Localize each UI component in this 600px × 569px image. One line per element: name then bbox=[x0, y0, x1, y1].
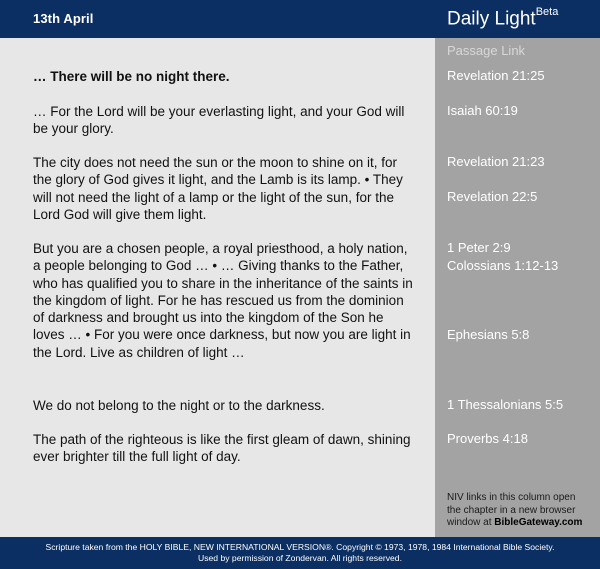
ref-link-1-thessalonians-5-5[interactable]: 1 Thessalonians 5:5 bbox=[447, 397, 564, 412]
beta-badge: Beta bbox=[535, 6, 559, 18]
passage-link-heading: Passage Link bbox=[447, 43, 526, 58]
niv-links-note bbox=[447, 492, 592, 530]
passage-text-4: But you are a chosen people, a royal priesthood, a holy nation, a people belonging to God … • … Giving thanks to the Father, who has qualified you to share in the inheritance of the saints in the kingdom of light. For he has rescued us from the dominion of darkness and brought us into the kingdom of the Son he loves … • For you were once darkness, but now you are light in the Lord. Live as children of light … bbox=[33, 241, 413, 360]
header-bar bbox=[0, 0, 600, 38]
copyright-footer bbox=[0, 537, 600, 569]
passage-text-6: The path of the righteous is like the first gleam of dawn, shining ever brighter till the full light of day. bbox=[33, 432, 411, 465]
ref-link-colossians-1-12-13[interactable]: Colossians 1:12-13 bbox=[447, 258, 559, 273]
ref-link-revelation-22-5[interactable]: Revelation 22:5 bbox=[447, 189, 538, 204]
niv-note-text: NIV links in this column open the chapter in a new browser window at bbox=[447, 492, 576, 529]
passage-text-2: … For the Lord will be your everlasting light, and your God will be your glory. bbox=[33, 104, 405, 137]
app-title bbox=[447, 8, 558, 30]
passage-text-5: We do not belong to the night or to the darkness. bbox=[33, 398, 325, 413]
ref-link-ephesians-5-8[interactable]: Ephesians 5:8 bbox=[447, 327, 530, 342]
copyright-line-1: Scripture taken from the HOLY BIBLE, NEW INTERNATIONAL VERSION®. Copyright © 1973, 1978, 1984 International Bible Society. bbox=[45, 542, 555, 552]
date-label: 13th April bbox=[33, 11, 94, 26]
passage-text-3: The city does not need the sun or the moon to shine on it, for the glory of God gives it light, and the Lamb is its lamp. • They will not need the light of a lamp or the light of the sun, for the Lord God will give them light. bbox=[33, 155, 403, 222]
ref-link-1-peter-2-9[interactable]: 1 Peter 2:9 bbox=[447, 240, 511, 255]
copyright-line-2: Used by permission of Zondervan. All rights reserved. bbox=[198, 553, 402, 563]
app-title-text: Daily Light bbox=[447, 8, 536, 30]
passage-text-1: … There will be no night there. bbox=[33, 69, 230, 84]
ref-link-revelation-21-25[interactable]: Revelation 21:25 bbox=[447, 68, 545, 83]
biblegateway-link[interactable]: BibleGateway.com bbox=[494, 517, 583, 529]
ref-link-isaiah-60-19[interactable]: Isaiah 60:19 bbox=[447, 103, 518, 118]
ref-link-proverbs-4-18[interactable]: Proverbs 4:18 bbox=[447, 431, 528, 446]
ref-link-revelation-21-23[interactable]: Revelation 21:23 bbox=[447, 154, 545, 169]
